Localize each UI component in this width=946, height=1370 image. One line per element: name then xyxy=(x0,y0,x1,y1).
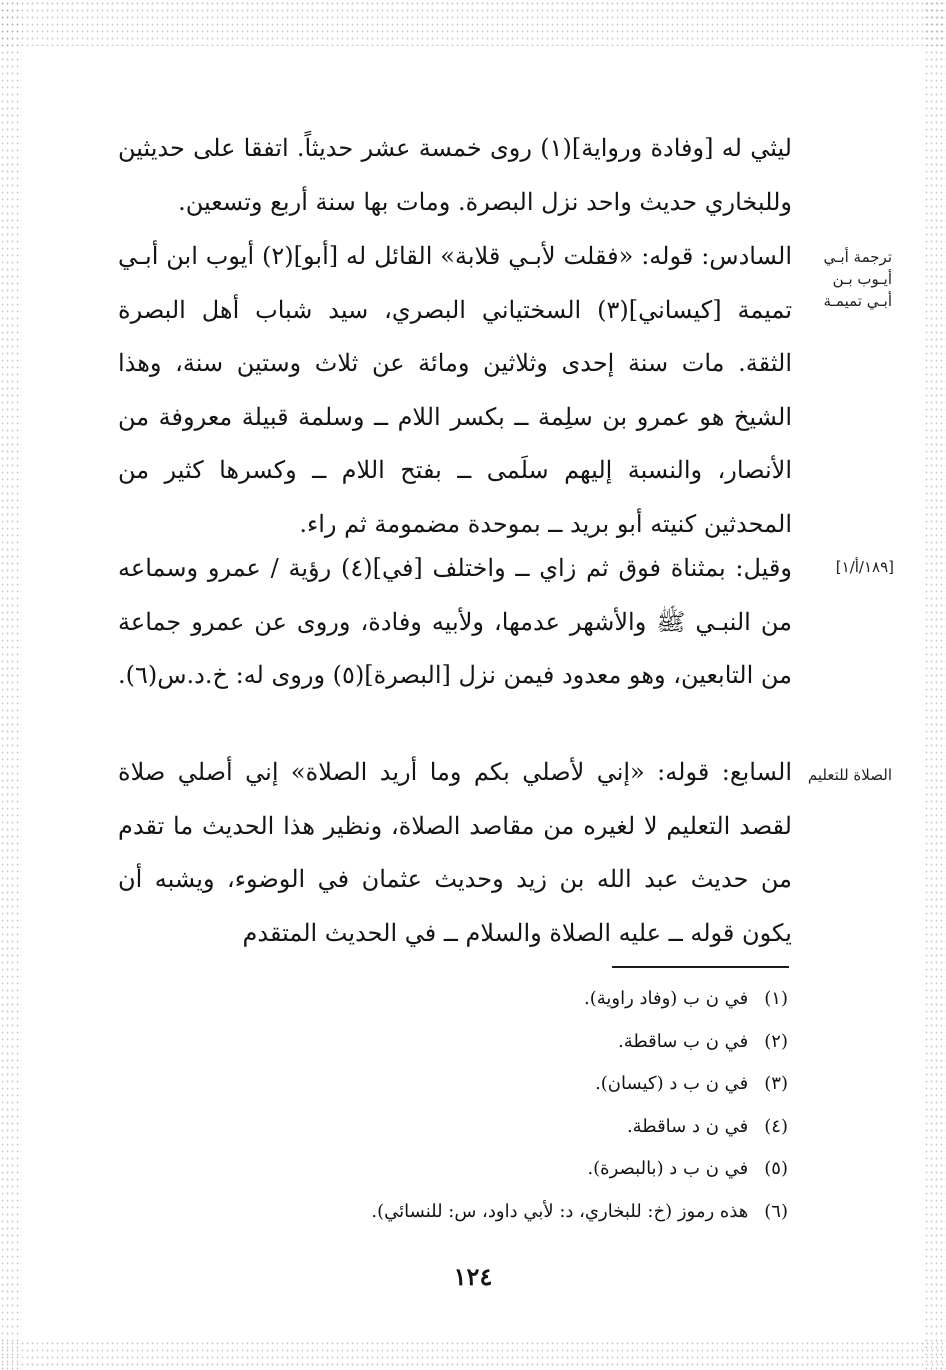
paragraph-narration: وقيل: بمثناة فوق ثم زاي ــ واختلف [في](٤) رؤية / عمرو وسماعه من النبـي ﷺ والأشهر عدمها، ولأبيه وفادة، وروى عن عمرو جماعة من التابعين، وهو معدود فيمن نزل [البصرة](٥) وروى له: خ.د.س(٦). xyxy=(117,554,792,689)
footnote-number: (١) xyxy=(764,988,788,1009)
paragraph-sixth: السادس: قوله: «فقلت لأبـي قلابة» القائل له [أبو](٢) أيوب ابن أبـي تميمة [كيساني](٣) السختياني البصري، سيد شباب أهل البصرة الثقة. مات سنة إحدى وثلاثين ومائة عن ثلاث وستين سنة، وهذا الشيخ هو عمرو بن سلِمة ــ بكسر اللام ــ وسلمة قبيلة معروفة من الأنصار، والنسبة إليهم سلَمى ــ بفتح اللام ــ وكسرها كثير من المحدثين كنيته أبو بريد ــ بموحدة مضمومة ثم راء. xyxy=(118,242,793,538)
footnote-text: في ن ب ساقطة. xyxy=(618,1030,749,1052)
footnote-item xyxy=(200,1191,788,1234)
footnote-item xyxy=(200,1063,788,1106)
scan-noise-right xyxy=(924,0,946,1370)
paragraph-seventh: السابع: قوله: «إني لأصلي بكم وما أريد الصلاة» إني أصلي صلاة لقصد التعليم لا لغيره من مقاصد الصلاة، ونظير هذا الحديث ما تقدم من حديث عبد الله بن زيد وحديث عثمان في الوضوء، ويشبه أن يكون قوله ــ عليه الصلاة والسلام ــ في الحديث المتقدم xyxy=(118,758,792,947)
footnote-number: (٢) xyxy=(764,1030,788,1052)
footnote-separator xyxy=(612,966,789,968)
scan-noise-left xyxy=(0,0,22,1370)
footnote-text: في ن ب د (بالبصرة). xyxy=(587,1158,749,1179)
paragraph-continuation: ليثي له [وفادة ورواية](١) روى خمسة عشر حديثاً. اتفقا على حديثين وللبخاري حديث واحد نزل البصرة. ومات بها سنة أربع وتسعين. xyxy=(118,134,792,216)
footnote-text: في ن ب د (كيسان). xyxy=(595,1073,749,1094)
footnote-item xyxy=(200,978,788,1021)
page-number: ١٢٤ xyxy=(453,1262,493,1291)
footnote-item xyxy=(200,1106,788,1149)
scan-noise-top xyxy=(0,0,946,46)
footnote-number: (٥) xyxy=(764,1158,788,1179)
footnote-text: في ن د ساقطة. xyxy=(626,1115,749,1137)
footnote-number: (٤) xyxy=(764,1115,788,1137)
footnote-text: هذه رموز (خ: للبخاري، د: لأبي داود، س: للنسائي). xyxy=(371,1200,749,1222)
margin-note-prayer-teaching: الصلاة للتعليم xyxy=(807,766,892,784)
footnote-item xyxy=(200,1148,788,1191)
footnote-number: (٦) xyxy=(764,1200,788,1222)
footnote-number: (٣) xyxy=(764,1073,788,1094)
margin-note-folio-reference: [١٨٩/أ/١] xyxy=(835,558,894,576)
footnote-item xyxy=(200,1021,788,1064)
footnote-text: في ن ب (وفاد راوية). xyxy=(583,988,749,1009)
scan-noise-bottom xyxy=(0,1340,946,1370)
footnotes-list xyxy=(200,978,788,1233)
margin-note-biography: ترجمة أبـي أيـوب بـن أبـي تميمـة xyxy=(823,248,892,310)
